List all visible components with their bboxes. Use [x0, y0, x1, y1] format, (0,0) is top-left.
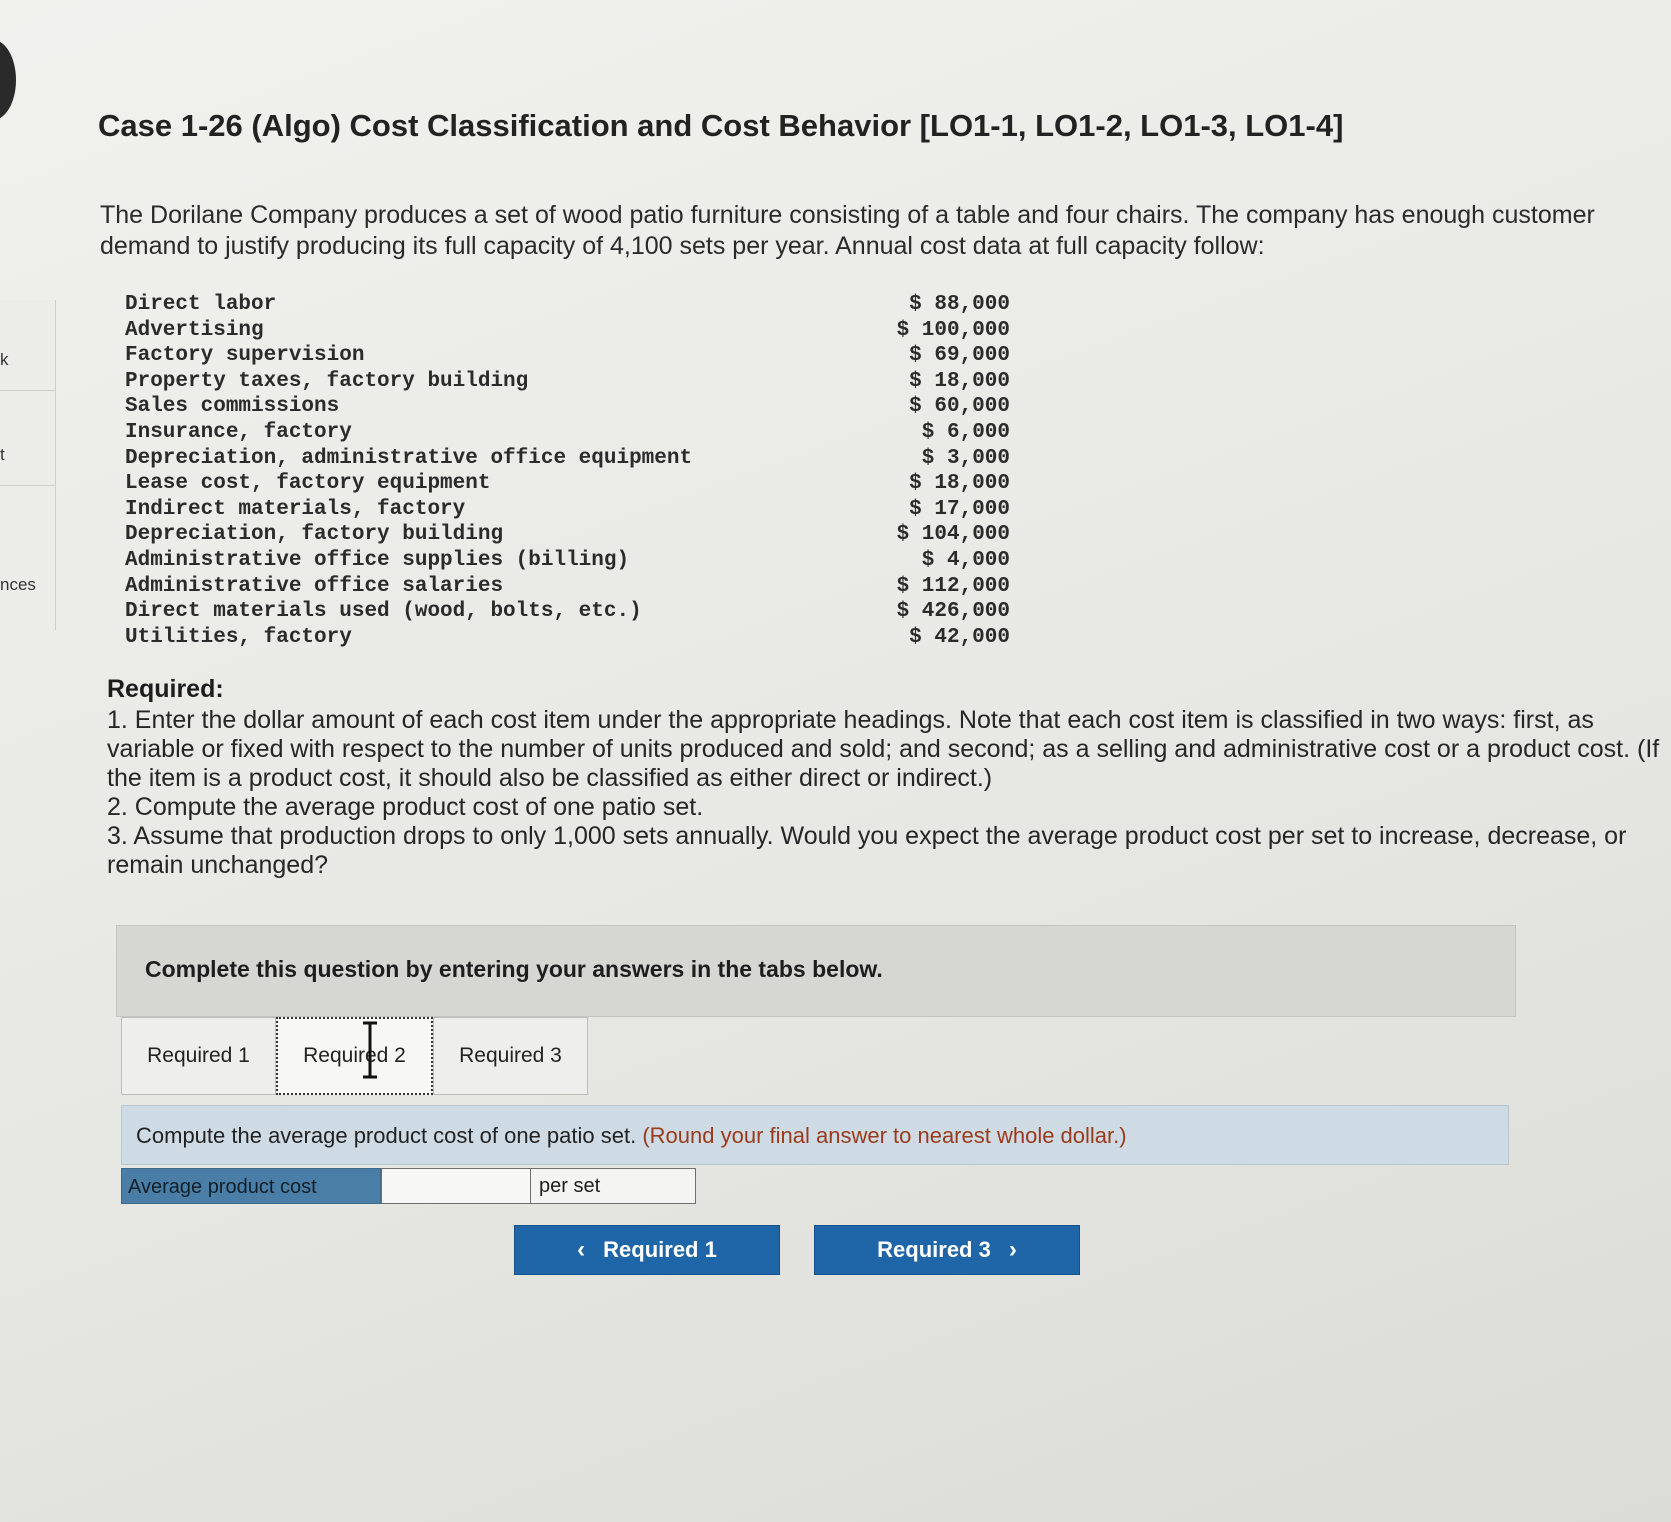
side-item-3[interactable]: nces — [0, 575, 36, 594]
cost-row — [125, 293, 1010, 319]
cost-amount: $ 3,000 — [921, 446, 1010, 470]
cost-amount: $ 4,000 — [921, 548, 1010, 572]
intro-text: The Dorilane Company produces a set of wood patio furniture consisting of a table and four chairs. The company has enough customer demand to justify producing its full capacity of 4,100 sets per year. Annual cost data at full capacity follow: — [100, 201, 1595, 260]
instructions-banner — [116, 925, 1516, 1017]
cost-amount: $ 426,000 — [896, 600, 1010, 624]
question-instruction — [121, 1105, 1509, 1165]
banner-text: Complete this question by entering your answers in the tabs below. — [145, 956, 883, 982]
cost-row — [125, 344, 1010, 370]
side-divider — [0, 485, 55, 486]
cost-row — [125, 498, 1010, 524]
cost-label: Factory supervision — [125, 344, 365, 368]
required-item-1: 1. Enter the dollar amount of each cost item under the appropriate headings. Note that each cost item is classified in two ways: first, as variable or fixed with respect to the number of units produced and sold; and second; as a selling and administrative cost or a product cost. (If the item is a product cost, it should also be classified as either direct or indirect.) — [107, 706, 1660, 792]
cost-amount: $ 69,000 — [909, 344, 1010, 368]
side-item-1[interactable]: k — [0, 350, 9, 369]
cost-row — [125, 549, 1010, 575]
side-item-2[interactable]: t — [0, 445, 5, 464]
cost-amount: $ 104,000 — [896, 523, 1010, 547]
tab-required-3[interactable]: Required 3 — [433, 1017, 588, 1095]
cost-amount: $ 88,000 — [909, 293, 1010, 316]
cost-label: Property taxes, factory building — [125, 369, 529, 393]
instruction-text — [136, 1123, 1127, 1149]
chevron-left-icon: ‹ — [577, 1236, 586, 1263]
chevron-right-icon: › — [1008, 1236, 1017, 1263]
answer-unit: per set — [531, 1168, 696, 1204]
cost-row — [125, 447, 1010, 473]
cost-label: Utilities, factory — [125, 625, 352, 649]
cost-row — [125, 421, 1010, 447]
side-panel — [0, 300, 56, 630]
cost-label: Sales commissions — [125, 395, 340, 419]
cost-row — [125, 626, 1010, 652]
instruction-note: (Round your final answer to nearest whole dollar.) — [642, 1123, 1127, 1148]
text-cursor-icon — [360, 1020, 380, 1080]
tab-required-2[interactable]: Required 2 — [276, 1017, 433, 1095]
cost-label: Direct labor — [125, 293, 277, 316]
next-button-label: Required 3 — [877, 1237, 991, 1262]
cost-amount: $ 60,000 — [909, 395, 1010, 419]
required-section — [107, 675, 1667, 880]
cost-row — [125, 575, 1010, 601]
cost-amount: $ 100,000 — [896, 318, 1010, 342]
cost-row — [125, 395, 1010, 421]
required-item-2: 2. Compute the average product cost of one patio set. — [107, 793, 704, 821]
answer-label: Average product cost — [121, 1168, 381, 1204]
instruction-main: Compute the average product cost of one patio set. — [136, 1123, 637, 1148]
page-title: Case 1-26 (Algo) Cost Classification and Cost Behavior [LO1-1, LO1-2, LO1-3, LO1-4] — [98, 108, 1344, 143]
cost-amount: $ 42,000 — [909, 625, 1010, 649]
cost-label: Depreciation, factory building — [125, 523, 504, 547]
cost-label: Administrative office salaries — [125, 574, 504, 598]
cost-row — [125, 600, 1010, 626]
cost-label: Lease cost, factory equipment — [125, 472, 491, 496]
cost-amount: $ 17,000 — [909, 497, 1010, 521]
cost-label: Indirect materials, factory — [125, 497, 466, 521]
required-heading: Required: — [107, 675, 224, 703]
corner-shadow — [0, 40, 16, 120]
cost-row — [125, 523, 1010, 549]
cost-label: Insurance, factory — [125, 420, 352, 444]
tab-required-1[interactable]: Required 1 — [121, 1017, 276, 1095]
cost-amount: $ 18,000 — [909, 369, 1010, 393]
average-product-cost-input[interactable] — [381, 1168, 531, 1204]
cost-row — [125, 370, 1010, 396]
cost-amount: $ 6,000 — [921, 420, 1010, 444]
cost-label: Administrative office supplies (billing) — [125, 548, 630, 572]
tab-bar — [121, 1017, 588, 1095]
cost-row — [125, 472, 1010, 498]
next-button[interactable] — [814, 1225, 1080, 1275]
cost-label: Depreciation, administrative office equipment — [125, 446, 693, 470]
cost-label: Advertising — [125, 318, 264, 342]
cost-row — [125, 319, 1010, 345]
cost-amount: $ 112,000 — [896, 574, 1010, 598]
required-item-3: 3. Assume that production drops to only 1,000 sets annually. Would you expect the average product cost per set to increase, decrease, or remain unchanged? — [107, 822, 1627, 879]
cost-amount: $ 18,000 — [909, 472, 1010, 496]
side-divider — [0, 390, 55, 391]
previous-button-label: Required 1 — [603, 1237, 717, 1262]
cost-table — [125, 293, 1010, 651]
cost-label: Direct materials used (wood, bolts, etc.) — [125, 600, 642, 624]
answer-row — [121, 1168, 696, 1204]
previous-button[interactable] — [514, 1225, 780, 1275]
